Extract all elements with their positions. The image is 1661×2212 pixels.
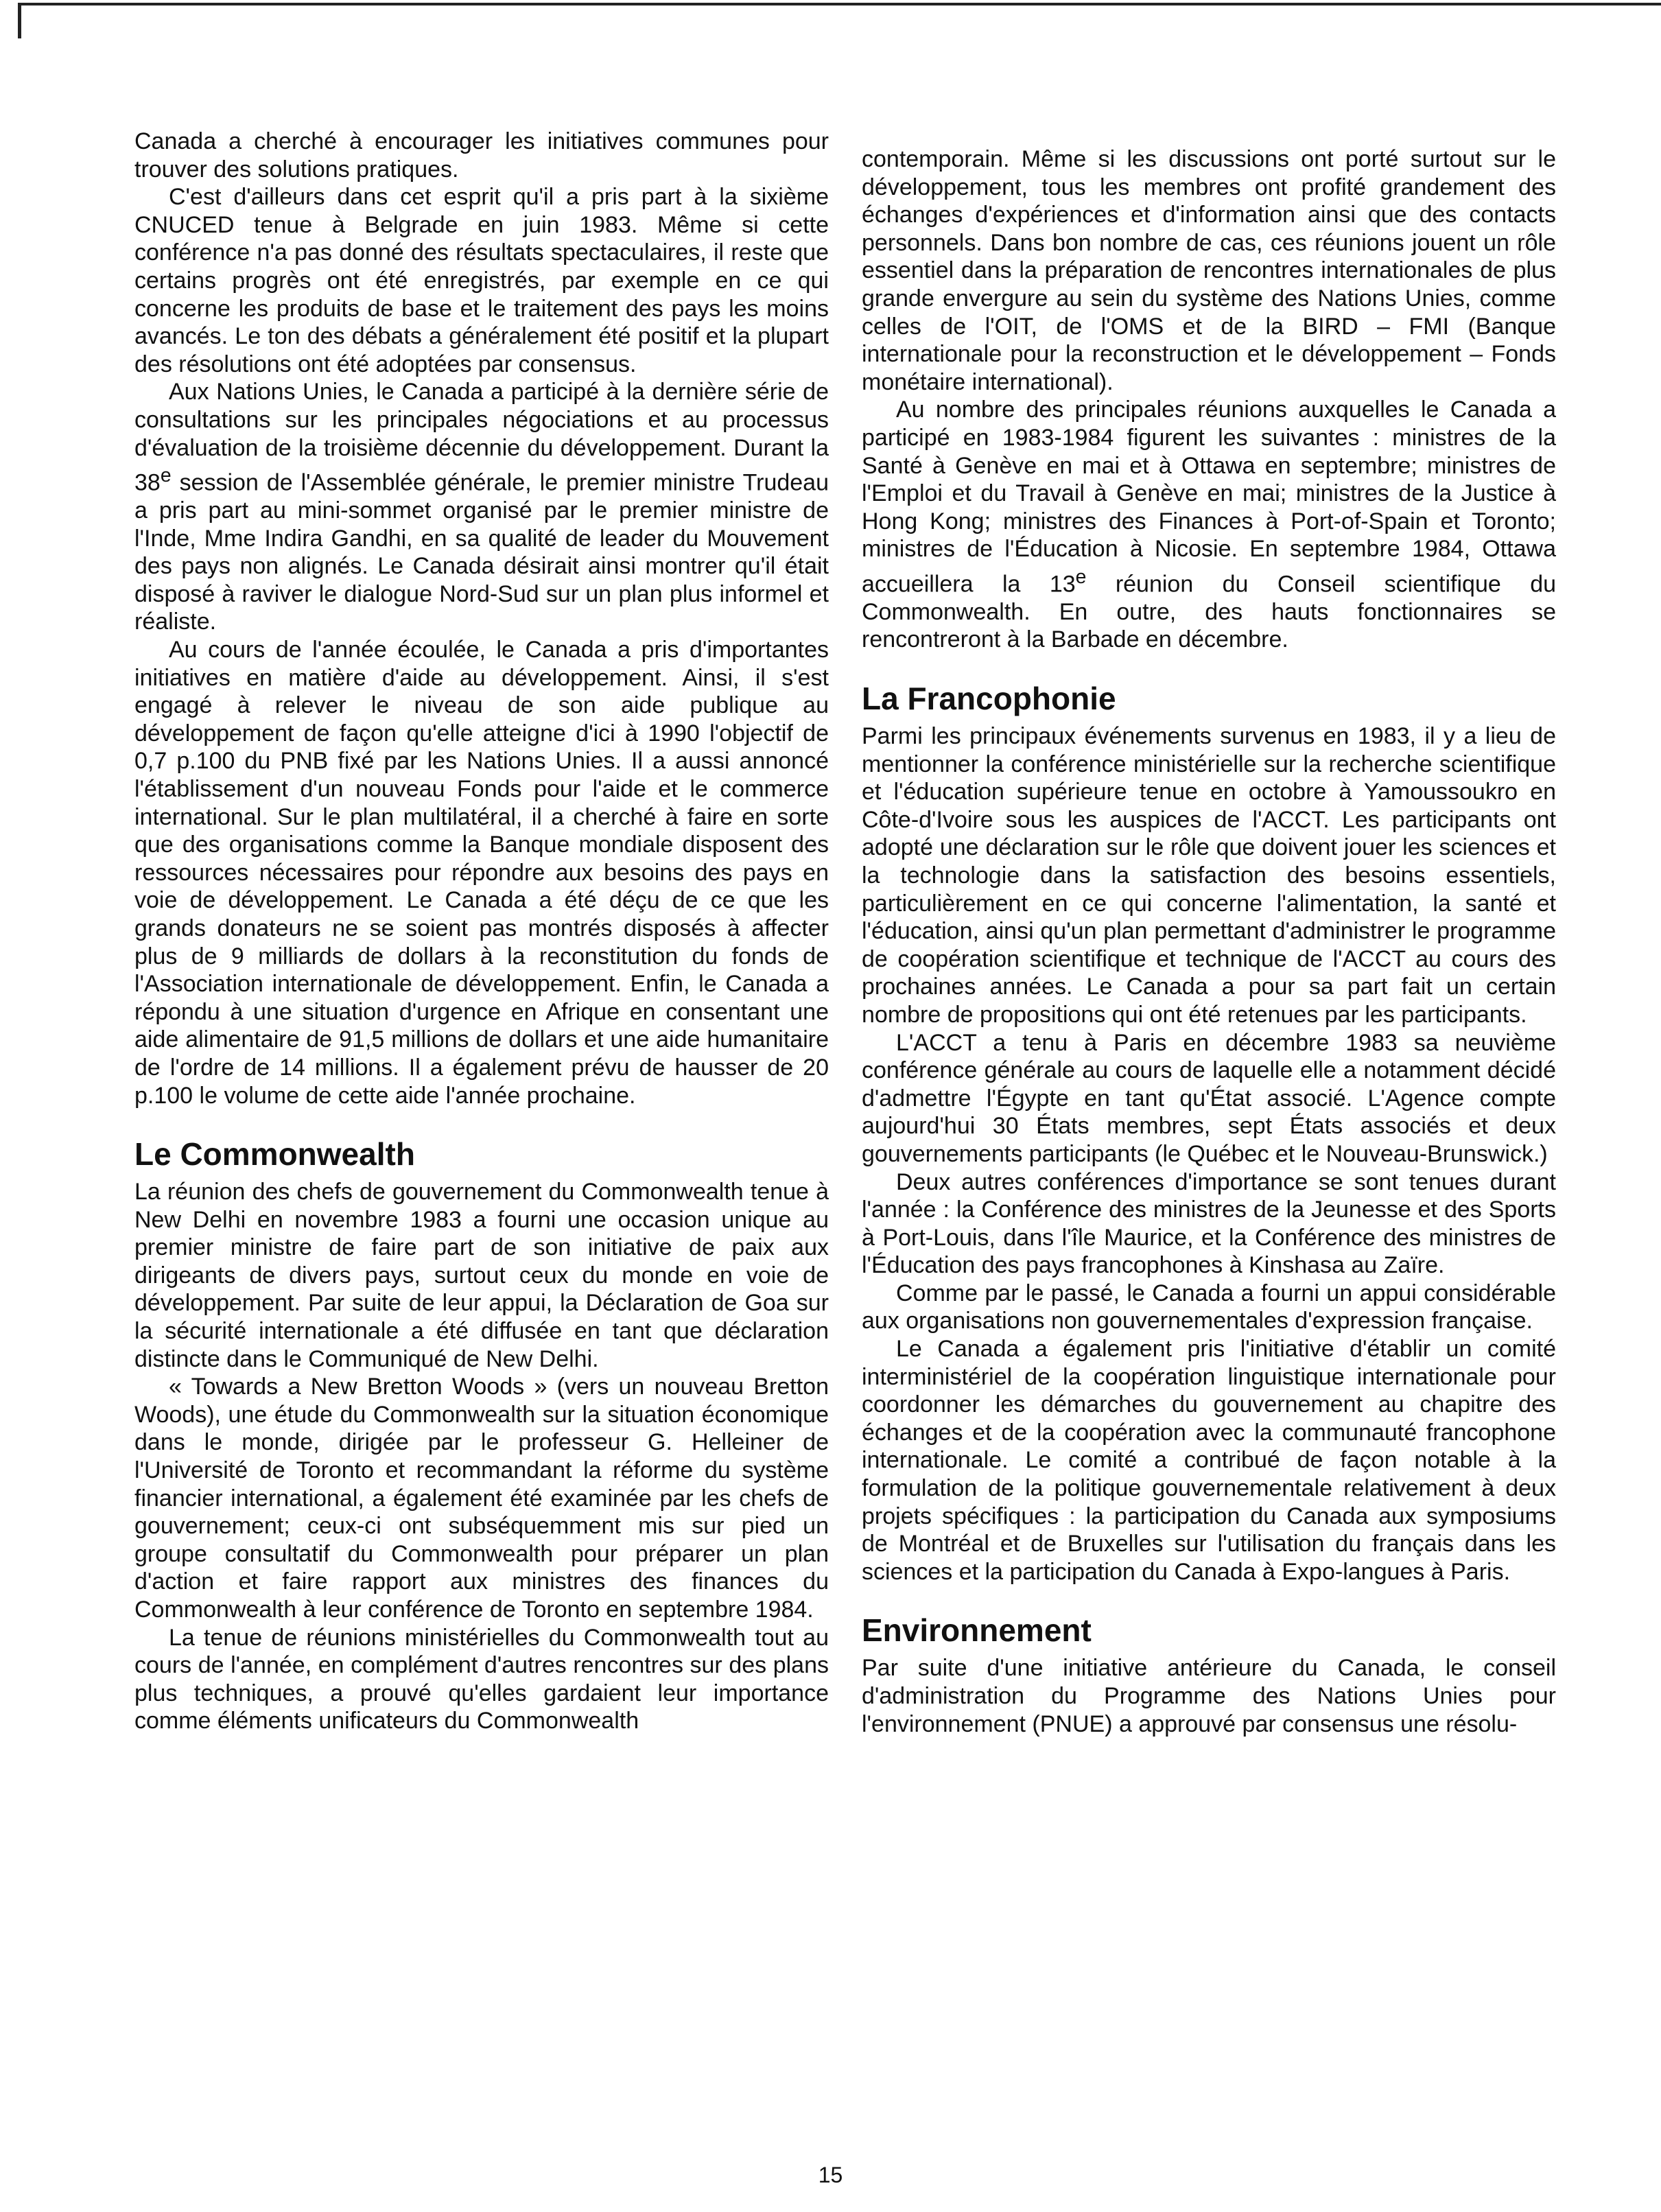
scan-border-left: [18, 3, 21, 38]
left-column: [134, 128, 829, 1735]
paragraph: Deux autres conférences d'importance se sont tenues durant l'année : la Conférence des ministres de la Jeunesse et des Sports à Port-Louis, dans l'île Maurice, et la Conférence des ministres de l'Éducation des pays francophones à Kinshasa au Zaïre.: [862, 1168, 1556, 1279]
section-heading-environnement: Environnement: [862, 1612, 1092, 1649]
paragraph: La réunion des chefs de gouvernement du Commonwealth tenue à New Delhi en novembre 1983 a fourni une occasion unique au premier ministre de faire part de son initiative de paix aux dirigeants de divers pays, surtout ceux du monde en voie de développement. Par suite de leur appui, la Déclaration de Goa sur la sécurité internationale a été diffusée en tant que déclaration distincte dans le Communiqué de New Delhi.: [134, 1179, 829, 1372]
right-column: [862, 145, 1556, 1738]
paragraph: Le Canada a également pris l'initiative d'établir un comité interministériel de la coopération linguistique internationale pour coordonner les démarches du gouvernement au chapitre des échanges et de la coopération avec la communauté francophone internationale. Le comité a contribué de façon notable à la formulation de la politique gouvernementale relativement à deux projets spécifiques : la participation du Canada aux symposiums de Montréal et de Bruxelles sur l'utilisation du français dans les sciences et la participation du Canada à Expo-langues à Paris.: [862, 1336, 1556, 1585]
paragraph: « Towards a New Bretton Woods » (vers un nouveau Bretton Woods), une étude du Commonwealth sur la situation économique dans le monde, dirigée par le professeur G. Helleiner de l'Université de Toronto et recommandant la réforme du système financier international, a également été examinée par les chefs de gouvernement; ceux-ci ont subséquemment mis sur pied un groupe consultatif du Commonwealth pour préparer un plan d'action et faire rapport aux ministres des finances du Commonwealth à leur conférence de Toronto en septembre 1984.: [134, 1374, 829, 1623]
paragraph: Au cours de l'année écoulée, le Canada a pris d'importantes initiatives en matière d'aide au développement. Ainsi, il s'est engagé à relever le niveau de son aide publique au développement de façon qu'elle atteigne d'ici à 1990 l'objectif de 0,7 p.100 du PNB fixé par les Nations Unies. Il a aussi annoncé l'établissement d'un nouveau Fonds pour l'aide et le commerce international. Sur le plan multilatéral, il a cherché à faire en sorte que des organisations comme la Banque mondiale disposent des ressources nécessaires pour répondre aux besoins des pays en voie de développement. Le Canada a été déçu de ce que les grands donateurs ne se soient pas montrés disposés à affecter plus de 9 milliards de dollars à la reconstitution du fonds de l'Association internationale de développement. Enfin, le Canada a répondu à une situation d'urgence en Afrique en consentant une aide alimentaire de 91,5 millions de dollars et une aide humanitaire de l'ordre de 14 millions. Il a également prévu de hausser de 20 p.100 le volume de cette aide l'année prochaine.: [134, 637, 829, 1109]
superscript: e: [160, 464, 172, 487]
paragraph: contemporain. Même si les discussions ont porté surtout sur le développement, tous les membres ont profité grandement des échanges d'expériences et d'information ainsi que des contacts personnels. Dans bon nombre de cas, ces réunions jouent un rôle essentiel dans la préparation de rencontres internationales de plus grande envergure au sein du système des Nations Unies, comme celles de l'OIT, de l'OMS et de la BIRD – FMI (Banque internationale pour la reconstruction et le développement – Fonds monétaire international).: [862, 146, 1556, 395]
paragraph: Aux Nations Unies, le Canada a participé à la dernière série de consultations sur les principales négociations et au processus d'évaluation de la troisième décennie du développement. Durant la 38e session de l'Assemblée générale, le premier ministre Trudeau a pris part au mini-sommet organisé par le premier ministre de l'Inde, Mme Indira Gandhi, en sa qualité de leader du Mouvement des pays non alignés. Le Canada désirait ainsi montrer qu'il était disposé à raviver le dialogue Nord-Sud sur un plan plus informel et réaliste.: [134, 379, 829, 635]
section-heading-commonwealth: Le Commonwealth: [134, 1136, 415, 1173]
superscript: e: [1075, 565, 1087, 588]
paragraph: Canada a cherché à encourager les initiatives communes pour trouver des solutions pratiques.: [134, 128, 829, 183]
paragraph: Au nombre des principales réunions auxquelles le Canada a participé en 1983-1984 figurent les suivantes : ministres de la Santé à Genève en mai et à Ottawa en septembre; ministres de l'Emploi et du Travail à Genève en mai; ministres de la Justice à Hong Kong; ministres des Finances à Port-of-Spain et Toronto; ministres de l'Éducation à Nicosie. En septembre 1984, Ottawa accueillera la 13e réunion du Conseil scientifique du Commonwealth. En outre, des hauts fonctionnaires se rencontreront à la Barbade en décembre.: [862, 397, 1557, 653]
scan-border-top: [21, 3, 1661, 5]
paragraph: La tenue de réunions ministérielles du Commonwealth tout au cours de l'année, en complément d'autres rencontres sur des plans plus techniques, a prouvé qu'elles gardaient leur importance comme éléments unificateurs du Commonwealth: [134, 1624, 829, 1734]
section-heading-francophonie: La Francophonie: [862, 681, 1116, 717]
paragraph: C'est d'ailleurs dans cet esprit qu'il a pris part à la sixième CNUCED tenue à Belgrade en juin 1983. Même si cette conférence n'a pas donné des résultats spectaculaires, il reste que certains progrès ont été enregistrés, par exemple en ce qui concerne les produits de base et le traitement des pays les moins avancés. Le ton des débats a généralement été positif et la plupart des résolutions ont été adoptées par consensus.: [134, 184, 829, 377]
paragraph: Comme par le passé, le Canada a fourni un appui considérable aux organisations non gouvernementales d'expression française.: [862, 1280, 1556, 1334]
paragraph: Parmi les principaux événements survenus en 1983, il y a lieu de mentionner la conférence ministérielle sur la recherche scientifique et l'éducation supérieure tenue en octobre à Yamoussoukro en Côte-d'Ivoire sous les auspices de l'ACCT. Les participants ont adopté une déclaration sur le rôle que doivent jouer les sciences et la technologie dans la satisfaction des besoins essentiels, particulièrement en ce qui concerne l'alimentation, la santé et l'éducation, ainsi qu'un plan permettant d'administrer le programme de coopération scientifique et technique de l'ACCT au cours des prochaines années. Le Canada a pour sa part fait un certain nombre de propositions qui ont été retenues par les participants.: [862, 723, 1556, 1028]
paragraph: L'ACCT a tenu à Paris en décembre 1983 sa neuvième conférence générale au cours de laquelle elle a notamment décidé d'admettre l'Égypte en tant qu'État associé. L'Agence compte aujourd'hui 30 États membres, sept États associés et deux gouvernements participants (le Québec et le Nouveau-Brunswick.): [862, 1029, 1556, 1167]
paragraph: Par suite d'une initiative antérieure du Canada, le conseil d'administration du Programme des Nations Unies pour l'environnement (PNUE) a approuvé par consensus une résolu-: [862, 1655, 1556, 1737]
page-number: 15: [818, 2163, 843, 2187]
